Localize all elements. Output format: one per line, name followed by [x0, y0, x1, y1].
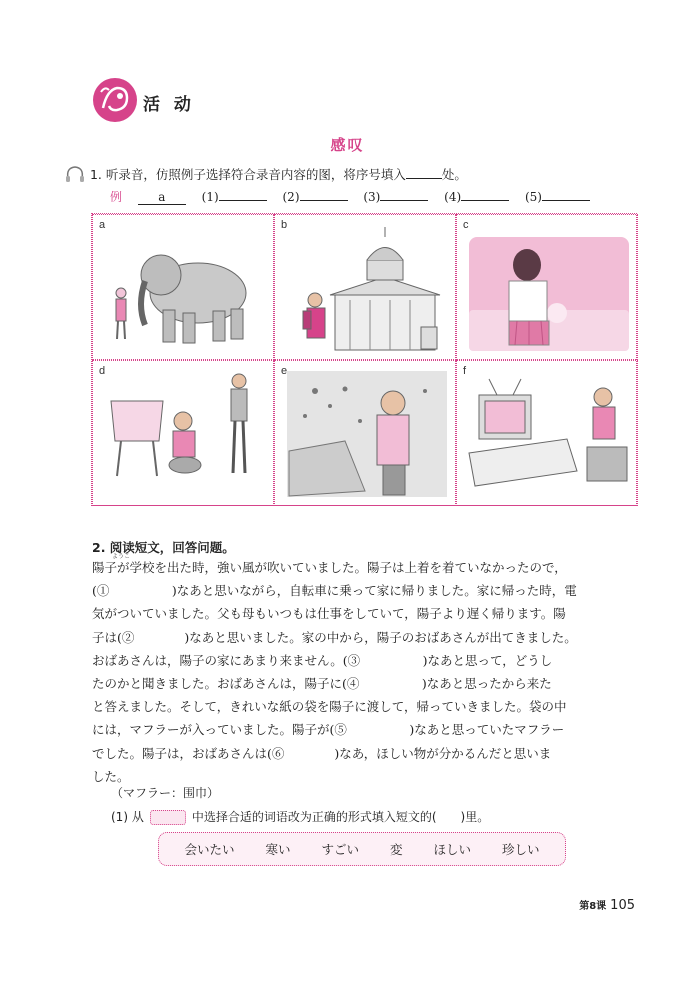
furigana: ようこ [112, 553, 131, 560]
answer-slot-label: (5) [524, 190, 542, 204]
passage-line: たのかと聞きました。おばあさんは，陽子に(④ )なあと思ったから来た [92, 676, 552, 692]
activity-title: 活 动 [143, 95, 195, 115]
picture-label: d [99, 365, 106, 377]
picture-c [456, 214, 638, 360]
passage-line: 子は(② )なあと思いました。家の中から，陽子のおばあさんが出てきました。 [92, 629, 577, 645]
word-choice: 変 [389, 842, 403, 857]
word-choice: 珍しい [501, 842, 540, 857]
answer-slot-4[interactable] [444, 190, 509, 204]
answer-slot-2[interactable] [283, 190, 348, 204]
picture-f [456, 360, 638, 506]
picture-d [92, 360, 274, 506]
passage-line: には，マフラーが入っていました。陽子が(⑤ )なあと思っていたマフラー [92, 722, 565, 738]
page-number: 105 [610, 898, 635, 913]
answer-line [300, 200, 348, 201]
section-title: 感叹 [330, 136, 365, 154]
headphones-icon [64, 164, 86, 184]
picture-label: c [463, 219, 469, 231]
reading-passage [92, 556, 637, 788]
answer-line [542, 200, 590, 201]
question-1-suffix: 处。 [441, 167, 467, 182]
passage-line: 陽子が学校を出た時，強い風が吹いていました。陽子は上着を着ていなかったので， [92, 560, 567, 575]
picture-grid [91, 213, 637, 506]
word-choice: ほしい [433, 842, 471, 857]
answer-slot-3[interactable] [363, 190, 428, 204]
answer-slot-label: (4) [444, 190, 462, 204]
passage-line: でした。陽子は，おばあさんは(⑥ )なあ，ほしい物が分かるんだと思いま [92, 745, 552, 761]
elephant-illustration [93, 215, 275, 361]
passage-line: した。 [92, 768, 130, 784]
sunset-illustration [457, 215, 639, 361]
blank-line [406, 178, 442, 179]
question-1 [64, 164, 467, 184]
vocabulary-gloss: （マフラー：围巾） [111, 786, 220, 800]
picture-label: f [463, 365, 467, 377]
sub-question-suffix: 中选择合适的词语改为正确的形式填入短文的( )里。 [191, 810, 490, 824]
answer-row [110, 188, 602, 205]
picture-label: b [281, 219, 288, 231]
answer-slot-5[interactable] [525, 190, 590, 204]
answer-slot-label: (1) [201, 190, 219, 204]
sub-question-prefix: (1) 从 [111, 810, 144, 824]
word-box-marker [150, 810, 186, 825]
word-choice: 会いたい [184, 842, 235, 857]
passage-line: 気がついていました。父も母もいつもは仕事をしていて，陽子より遅く帰ります。陽 [92, 606, 566, 622]
picture-a [92, 214, 274, 360]
word-choice: 寒い [265, 842, 291, 857]
picture-label: a [99, 219, 106, 231]
picture-b [274, 214, 456, 360]
passage-line: と答えました。そして，きれいな紙の袋を陽子に渡して，帰っていきました。袋の中 [92, 699, 567, 715]
picture-label: e [281, 365, 288, 377]
answer-slot-label: (2) [282, 190, 300, 204]
dusty-room-illustration [275, 361, 457, 507]
activity-logo-icon [93, 78, 137, 122]
answer-slot-label: (3) [363, 190, 381, 204]
passage-line: おばあさんは，陽子の家にあまり来ません。(③ )なあと思って，どうし [92, 652, 553, 668]
answer-line [461, 200, 509, 201]
lesson-label: 第8课 [579, 901, 607, 912]
page-footer [579, 897, 635, 913]
answer-line [380, 200, 428, 201]
question-1-prefix: 1. 听录音，仿照例子选择符合录音内容的图，将序号填入 [89, 167, 406, 182]
answer-line [219, 200, 267, 201]
example-answer: a [138, 190, 186, 205]
building-illustration [275, 215, 457, 361]
question-2-heading: 2. 阅读短文，回答问题。 [92, 540, 235, 555]
word-choice-box [158, 832, 566, 866]
passage-line: (① )なあと思いながら，自転車に乗って家に帰りました。家に帰った時，電 [92, 583, 577, 599]
example-label: 例 [110, 190, 123, 204]
activity-header [93, 78, 293, 124]
answer-slot-1[interactable] [202, 190, 267, 204]
tv-illustration [457, 361, 639, 507]
sub-question-1 [111, 808, 489, 825]
picture-e [274, 360, 456, 506]
painting-illustration [93, 361, 275, 507]
word-choice: すごい [321, 842, 359, 857]
